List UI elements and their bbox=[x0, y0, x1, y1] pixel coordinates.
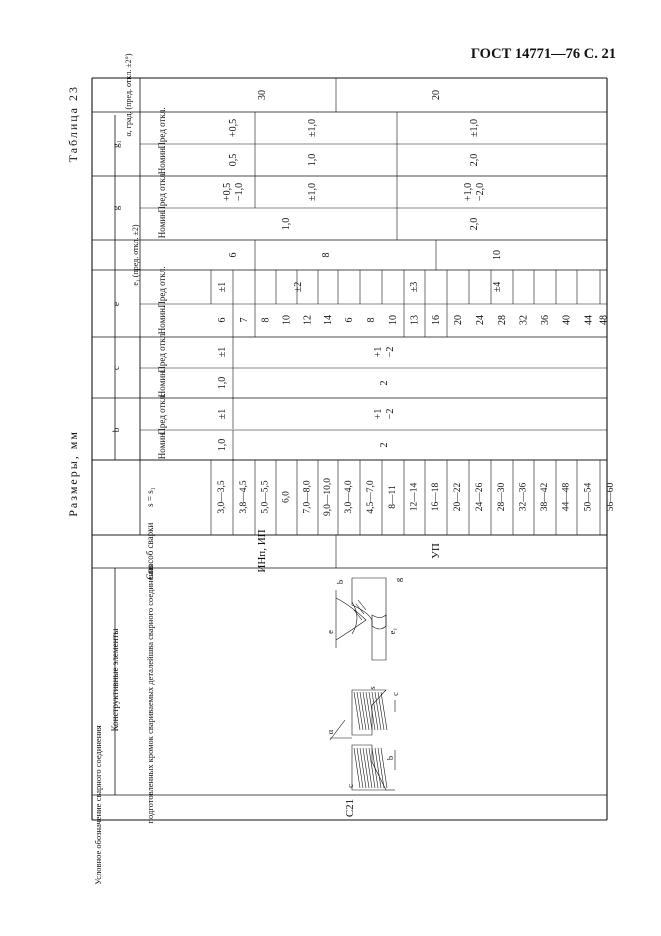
header-g-nom: Номин. bbox=[157, 209, 167, 239]
drawing-label: g bbox=[393, 577, 403, 583]
header-c: c bbox=[111, 366, 121, 370]
s-value: 12—14 bbox=[409, 482, 420, 512]
s-value: 8—11 bbox=[388, 485, 398, 509]
method-value: ИНп, ИП bbox=[256, 529, 268, 573]
e-nominal: 8 bbox=[365, 317, 377, 323]
e-nominal: 40 bbox=[561, 315, 572, 325]
b-dev: +1−2 bbox=[372, 408, 396, 420]
s-value: 7,0—8,0 bbox=[302, 480, 313, 514]
joint-designation: С21 bbox=[344, 798, 356, 818]
s-value: 38—42 bbox=[540, 482, 550, 512]
e-nominal: 10 bbox=[281, 315, 292, 325]
s-value: 6,0 bbox=[281, 491, 292, 503]
header-c-dev: Пред откл. bbox=[157, 331, 167, 373]
header-b-dev: Пред откл. bbox=[157, 393, 167, 435]
alpha-value: 30 bbox=[256, 90, 268, 100]
header-e-nom: Номин. bbox=[157, 305, 167, 335]
g1-nominal: 1,0 bbox=[306, 153, 318, 167]
drawing-label: b bbox=[335, 579, 345, 585]
e-nominal: 6 bbox=[343, 317, 355, 323]
header-designation: Условное обозначение сварного соединения bbox=[93, 725, 103, 885]
s-value: 3,8—4,5 bbox=[239, 480, 249, 514]
e-nominal: 14 bbox=[322, 315, 334, 325]
e1-value: 6 bbox=[227, 252, 239, 258]
g-nominal: 1,0 bbox=[280, 217, 292, 231]
e-nominal: 6 bbox=[216, 317, 228, 323]
b-nominal: 1,0 bbox=[216, 438, 228, 452]
drawing-label: s bbox=[367, 686, 377, 690]
s-value: 28—30 bbox=[497, 482, 507, 512]
e-dev: ±3 bbox=[408, 281, 420, 293]
header-g-dev: Пред откл. bbox=[157, 171, 167, 213]
header-method: Способ сварки bbox=[145, 522, 155, 580]
alpha-value: 20 bbox=[430, 90, 442, 100]
g-dev: +1,0−2,0 bbox=[462, 182, 486, 202]
s-value: 56—60 bbox=[606, 482, 616, 512]
g-nominal: 2,0 bbox=[468, 217, 480, 231]
e1-value: 8 bbox=[320, 252, 332, 258]
e-dev: ±1 bbox=[216, 281, 228, 293]
header-e: e bbox=[111, 302, 121, 306]
e-nominal: 10 bbox=[387, 315, 399, 325]
s-value: 4,5—7,0 bbox=[366, 480, 376, 514]
s-value: 44—48 bbox=[561, 482, 572, 512]
e-nominal: 16 bbox=[430, 315, 442, 325]
b-nominal: 2 bbox=[378, 442, 390, 448]
g-dev: ±1,0 bbox=[306, 183, 318, 201]
drawing-label: c bbox=[390, 692, 400, 696]
s-value: 20—22 bbox=[453, 482, 463, 512]
method-value: УП bbox=[430, 543, 442, 559]
g-dev: +0,5−1,0 bbox=[221, 182, 245, 202]
drawing-label: c bbox=[345, 784, 355, 788]
e-nominal: 32 bbox=[518, 315, 529, 325]
g1-dev: ±1,0 bbox=[306, 119, 318, 137]
g1-dev: +0,5 bbox=[227, 118, 239, 138]
e-nominal: 44 bbox=[583, 315, 594, 325]
e-nominal: 13 bbox=[409, 315, 420, 325]
drawing-label: α bbox=[325, 729, 335, 735]
header-c-nom: Номин. bbox=[157, 368, 167, 398]
e1-value: 10 bbox=[491, 250, 503, 260]
header-s: s = s₁ bbox=[145, 487, 155, 507]
header-edges: подготовленных кромок свариваемых деталей bbox=[145, 656, 155, 824]
header-seam: шва сварного соединения bbox=[145, 563, 155, 657]
s-value: 16—18 bbox=[431, 482, 441, 512]
header-b: b bbox=[111, 427, 121, 433]
c-nominal: 1,0 bbox=[216, 376, 228, 390]
s-value: 24—26 bbox=[475, 482, 485, 512]
s-value: 5,0—5,5 bbox=[260, 480, 271, 514]
b-dev: ±1 bbox=[216, 408, 228, 420]
e-nominal: 24 bbox=[474, 315, 486, 325]
drawing-label: e bbox=[325, 630, 335, 634]
header-alpha: α, град. (пред. откл. ±2°) bbox=[123, 53, 133, 137]
header-elements: Конструктивные элементы bbox=[110, 628, 120, 732]
g1-nominal: 0,5 bbox=[227, 153, 239, 167]
e-nominal: 8 bbox=[260, 317, 271, 323]
drawing-label: b bbox=[385, 755, 395, 761]
e-nominal: 20 bbox=[452, 315, 464, 325]
page-header: ГОСТ 14771—76 С. 21 bbox=[470, 46, 616, 62]
header-e1: e₁ (пред. откл. ±2) bbox=[130, 224, 140, 286]
dimensions-label: Размеры, мм bbox=[66, 430, 80, 517]
header-b-nom: Номин. bbox=[157, 430, 167, 460]
s-value: 9,0—10,0 bbox=[323, 478, 333, 516]
e-nominal: 36 bbox=[539, 315, 551, 325]
e-nominal: 12 bbox=[302, 315, 313, 325]
e-nominal: 7 bbox=[238, 317, 250, 323]
s-value: 32—36 bbox=[518, 482, 529, 512]
header-g1-dev: Пред откл. bbox=[157, 107, 167, 149]
header-e-dev: Пред откл. bbox=[157, 266, 167, 308]
header-g: g bbox=[111, 205, 121, 211]
c-dev: ±1 bbox=[216, 346, 228, 358]
e-dev: ±4 bbox=[491, 281, 503, 293]
s-value: 50—54 bbox=[583, 482, 594, 512]
e-nominal: 48 bbox=[598, 315, 609, 325]
table-number-label: Таблица 23 bbox=[66, 85, 80, 163]
c-nominal: 2 bbox=[378, 380, 390, 386]
e-dev: ±2 bbox=[292, 281, 304, 293]
c-dev: +1−2 bbox=[372, 346, 396, 358]
s-value: 3,0—3,5 bbox=[217, 480, 227, 514]
e-nominal: 28 bbox=[496, 315, 508, 325]
header-g1-nom: Номин. bbox=[157, 145, 167, 175]
s-value: 3,0—4,0 bbox=[344, 480, 354, 514]
g1-dev: ±1,0 bbox=[468, 119, 480, 137]
drawing-label: e₁ bbox=[387, 627, 397, 635]
header-g1: g₁ bbox=[111, 140, 121, 148]
g1-nominal: 2,0 bbox=[468, 153, 480, 167]
